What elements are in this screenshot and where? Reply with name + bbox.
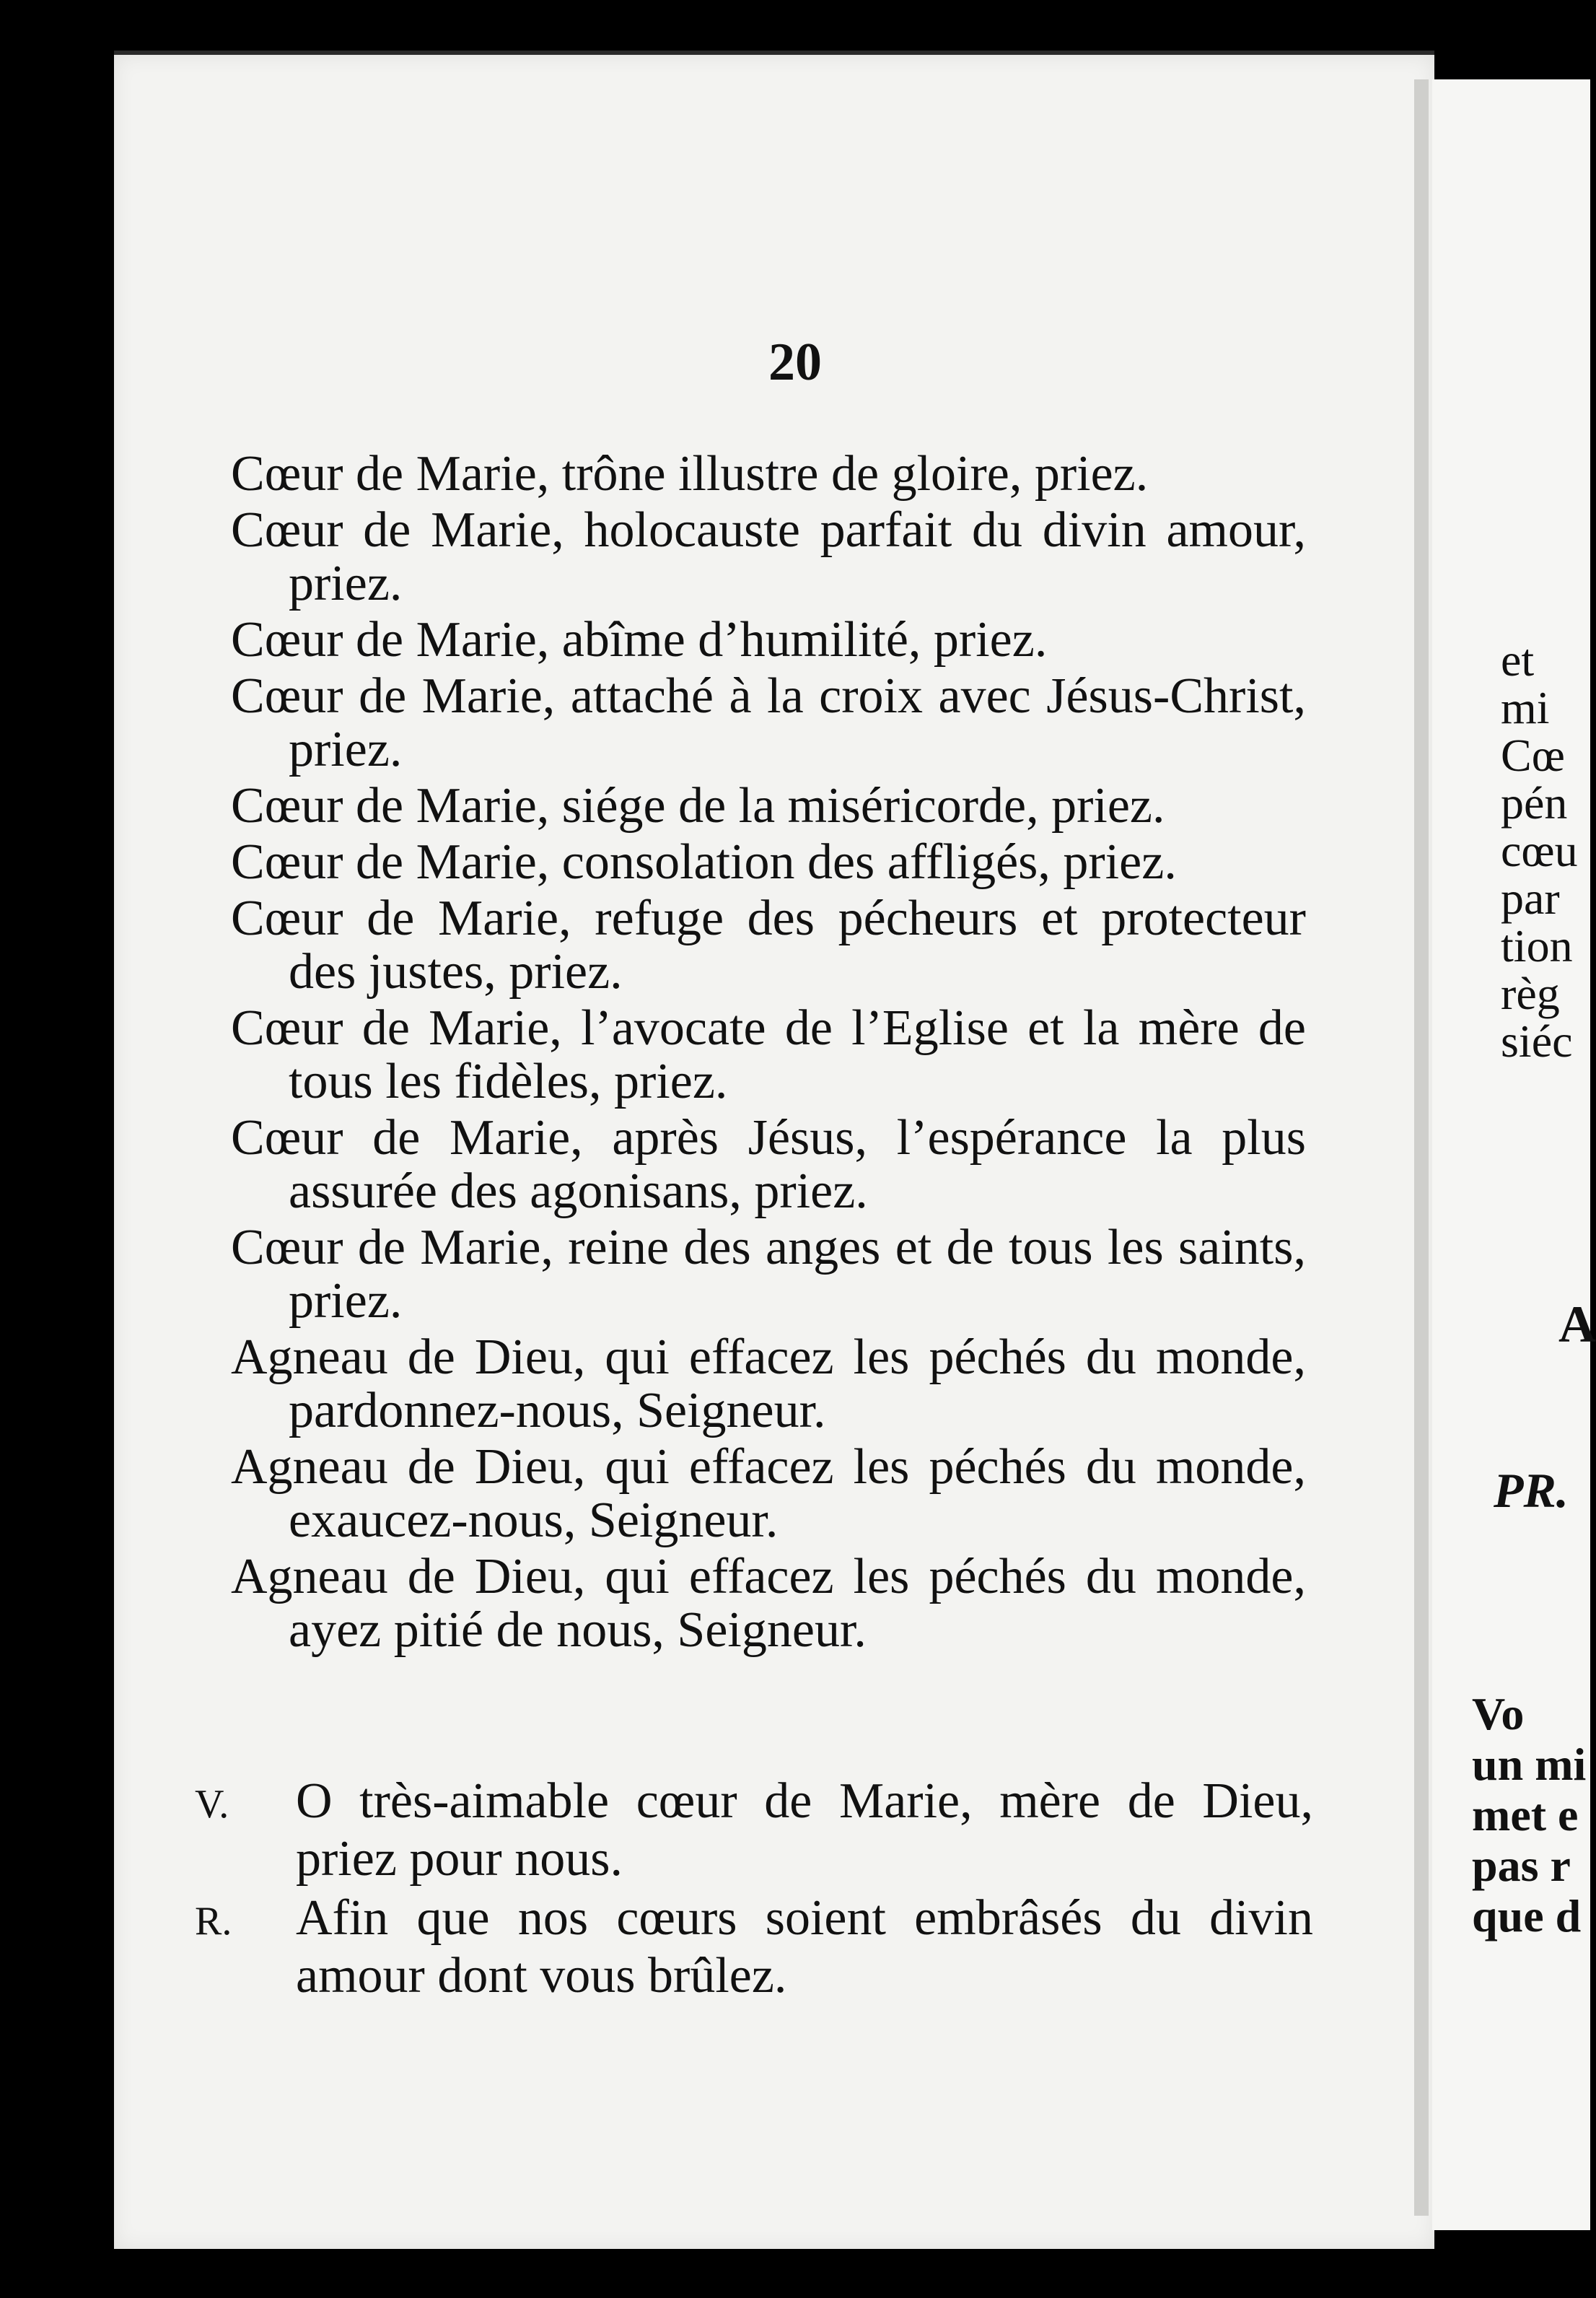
response: [195, 1890, 1313, 2004]
facing-line: par: [1501, 873, 1560, 924]
response-mark: R.: [195, 1899, 232, 1944]
litany-entry: Cœur de Marie, après Jésus, l’espérance la plus assurée des agonisans, priez.: [231, 1110, 1306, 1219]
facing-line: met e: [1472, 1789, 1579, 1840]
litany-entry: Cœur de Marie, refuge des pécheurs et protecteur des justes, priez.: [231, 891, 1306, 1000]
facing-line: Vo: [1472, 1688, 1525, 1739]
facing-line: règ: [1501, 968, 1560, 1019]
facing-line: mi: [1501, 682, 1550, 733]
versicle: [195, 1773, 1313, 1887]
litany-entry: Cœur de Marie, siége de la miséricorde, priez.: [231, 778, 1165, 834]
facing-heading-a: A: [1558, 1296, 1596, 1353]
facing-line: siéc: [1501, 1015, 1573, 1067]
facing-line: Cœ: [1501, 730, 1565, 781]
litany-entry: Cœur de Marie, trône illustre de gloire, priez.: [231, 446, 1149, 502]
litany-entry: Cœur de Marie, attaché à la croix avec Jésus-Christ, priez.: [231, 668, 1306, 777]
litany-entry: Cœur de Marie, consolation des affligés, priez.: [231, 834, 1177, 890]
facing-page-lower-lines: [1472, 1689, 1586, 1941]
litany-text: [231, 447, 1306, 1660]
versicle-text: O très-aimable cœur de Marie, mère de Dieu, priez pour nous.: [296, 1773, 1313, 1887]
facing-line: que d: [1472, 1890, 1582, 1941]
book-gutter: [1414, 79, 1429, 2216]
facing-line: tion: [1501, 920, 1573, 971]
facing-page-lines: [1501, 634, 1578, 1067]
facing-line: et: [1501, 634, 1535, 686]
litany-entry: Cœur de Marie, reine des anges et de tous les saints, priez.: [231, 1220, 1306, 1329]
litany-entry: Cœur de Marie, l’avocate de l’Eglise et la mère de tous les fidèles, priez.: [231, 1000, 1306, 1109]
versicle-mark: V.: [195, 1782, 229, 1827]
response-text: Afin que nos cœurs soient embrâsés du divin amour dont vous brûlez.: [296, 1890, 1313, 2004]
facing-heading-pr: PR.: [1494, 1463, 1569, 1518]
facing-line: un mi: [1472, 1739, 1587, 1790]
litany-entry: Cœur de Marie, holocauste parfait du divin amour, priez.: [231, 502, 1306, 611]
facing-line: cœu: [1501, 825, 1578, 876]
litany-entry: Cœur de Marie, abîme d’humilité, priez.: [231, 612, 1048, 668]
litany-entry: Agneau de Dieu, qui effacez les péchés du monde, exaucez-nous, Seigneur.: [231, 1439, 1306, 1548]
facing-line: pén: [1501, 777, 1568, 829]
page-number: 20: [768, 333, 822, 392]
litany-entry: Agneau de Dieu, qui effacez les péchés du monde, pardonnez-nous, Seigneur.: [231, 1329, 1306, 1438]
litany-entry: Agneau de Dieu, qui effacez les péchés du monde, ayez pitié de nous, Seigneur.: [231, 1549, 1306, 1658]
facing-line: pas r: [1472, 1840, 1571, 1891]
